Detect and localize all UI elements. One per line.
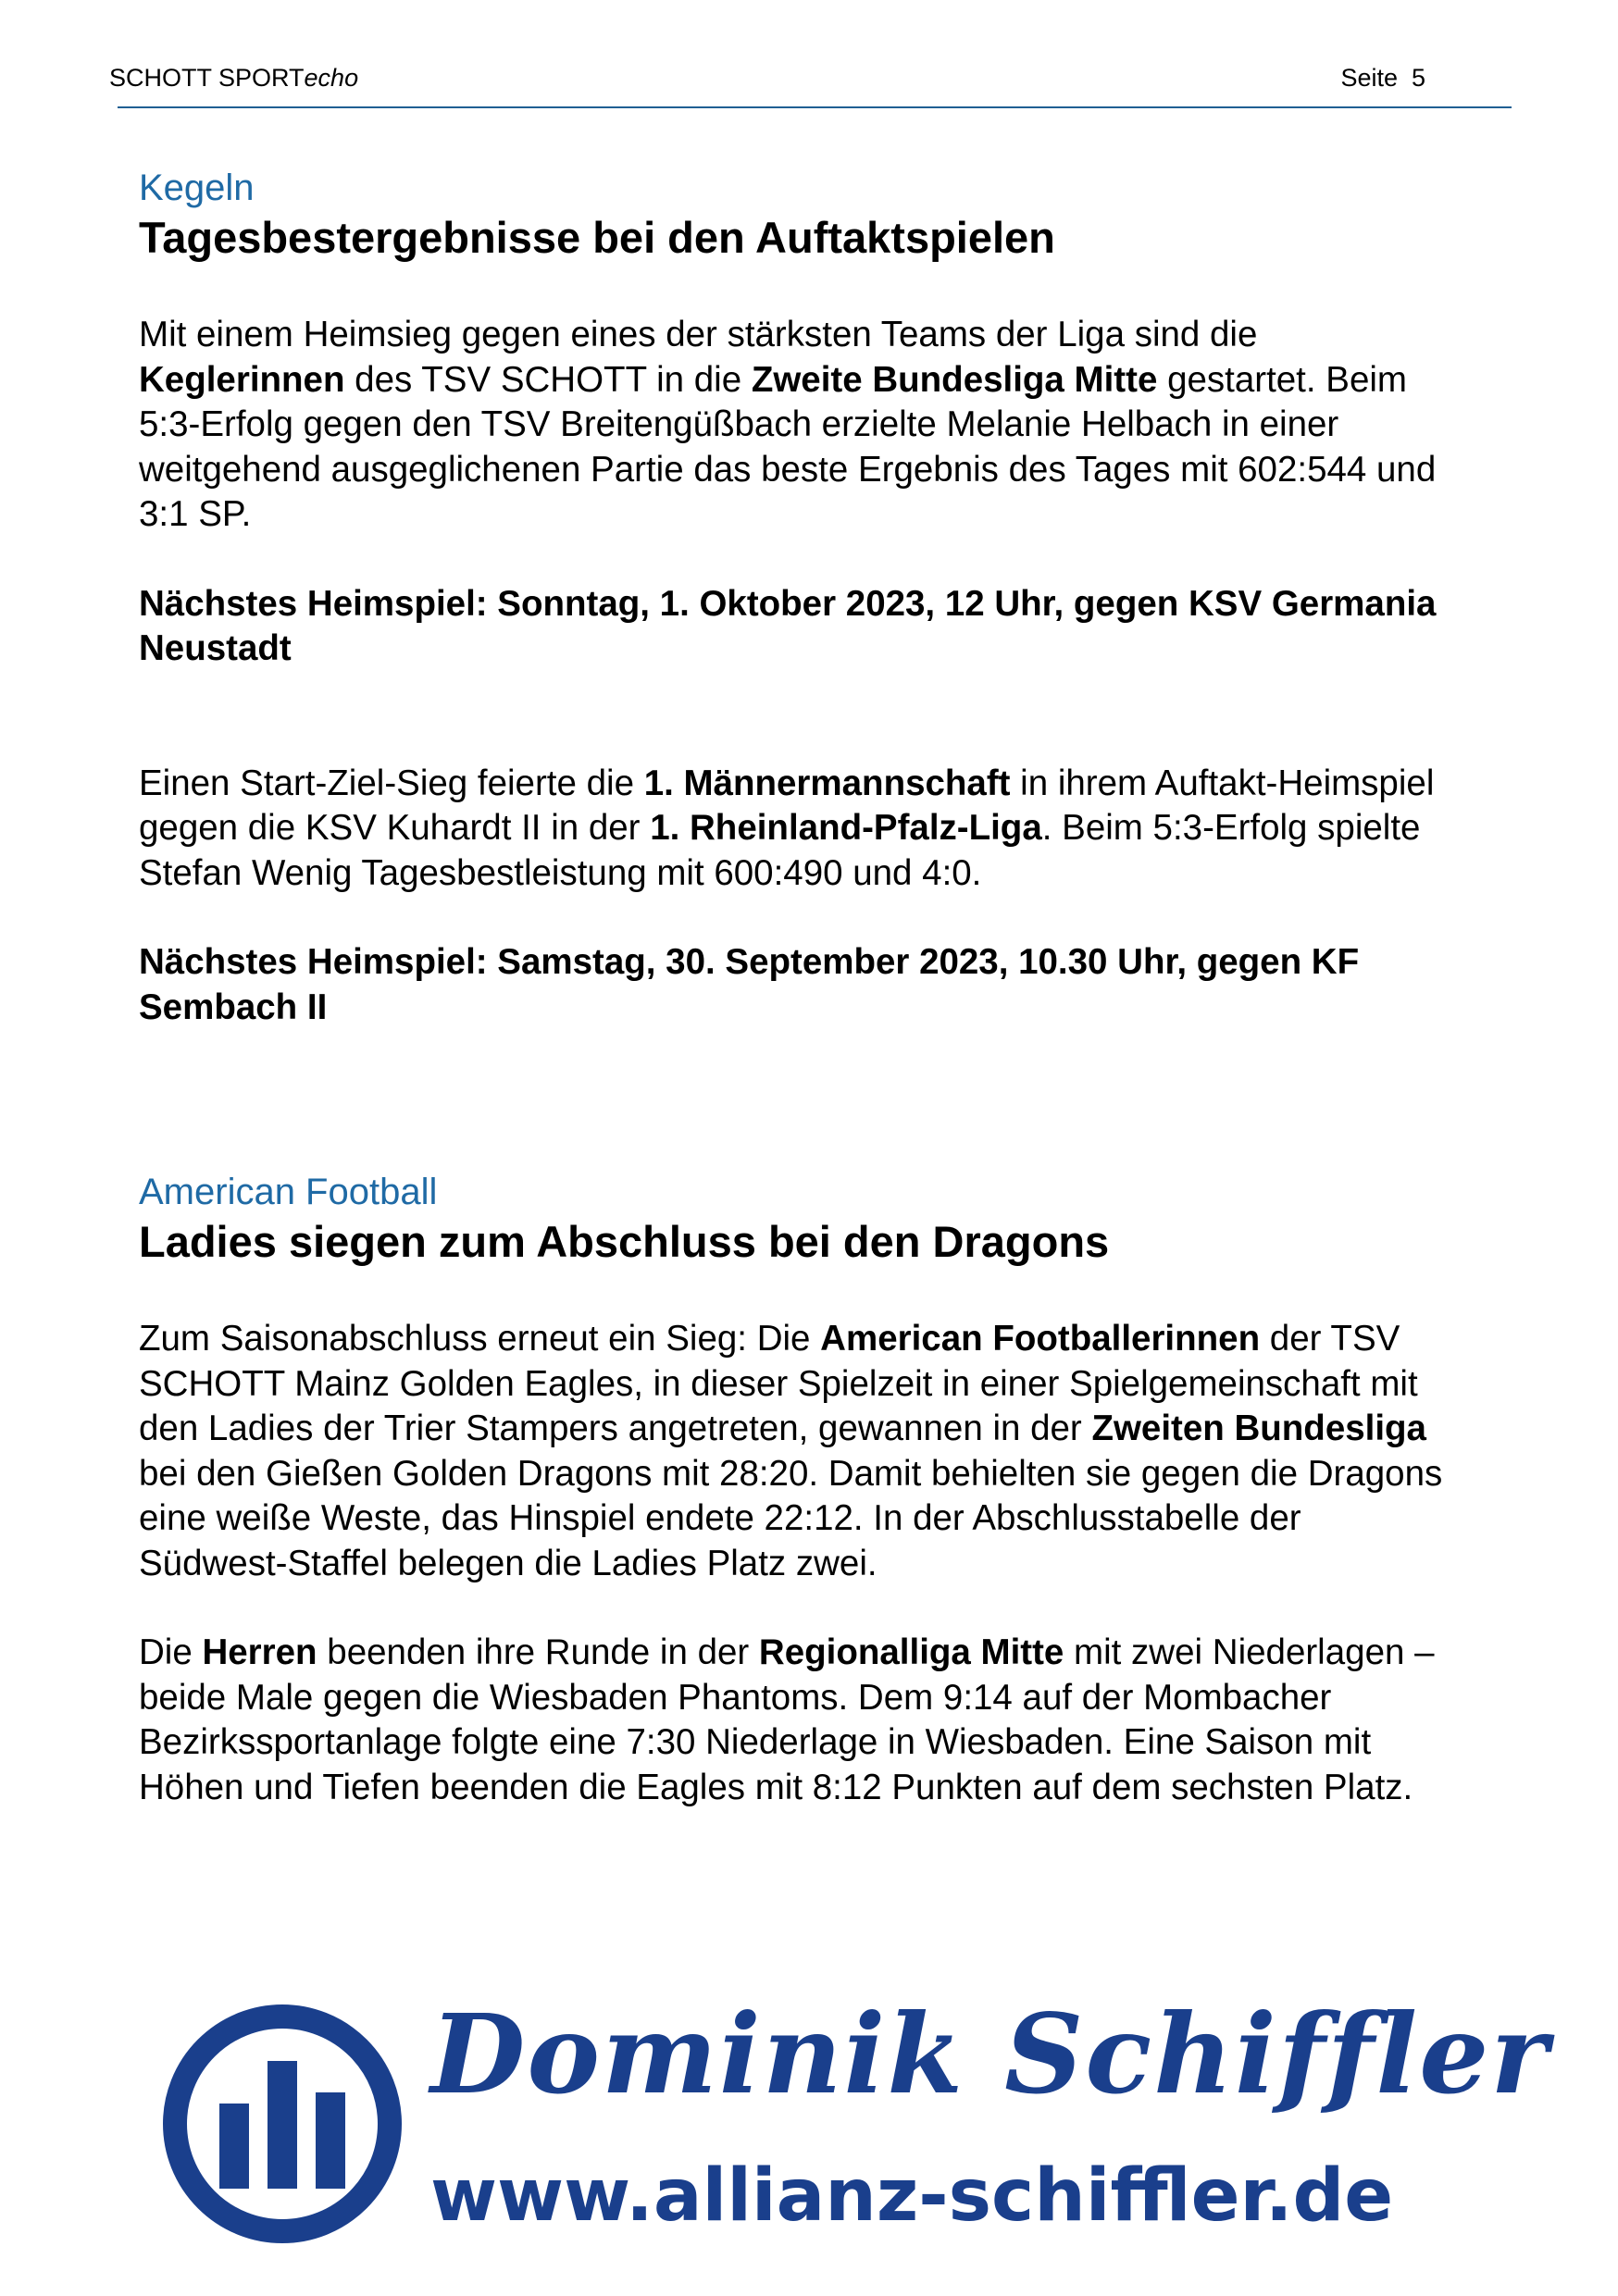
article-american-football [139,1169,1453,1810]
allianz-logo-icon [162,2004,403,2244]
article-title: Tagesbestergebnisse bei den Auftaktspielen [139,213,1055,262]
article-paragraph: Einen Start-Ziel-Sieg feierte die 1. Männermannschaft in ihrem Auftakt-Heimspiel gegen die KSV Kuhardt II in der 1. Rheinland-Pfalz-Liga. Beim 5:3-Erfolg spielte Stefan Wenig Tagesbestleistung mit 600:490 und 4:0. [139,763,1435,893]
advertiser-url: www.allianz-schiffler.de [430,2154,1394,2238]
header-divider [118,106,1512,108]
publication-title: SCHOTT SPORTecho [109,64,359,92]
article-paragraph: Zum Saisonabschluss erneut ein Sieg: Die American Footballerinnen der TSV SCHOTT Mainz Golden Eagles, in dieser Spielzeit in einer Spielgemeinschaft mit den Ladies der Trier Stampers angetreten, gewannen in der Zweiten Bundesliga bei den Gießen Golden Dragons mit 28:20. Damit behielten sie gegen die Dragons eine weiße Weste, das Hinspiel endete 22:12. In der Abschlusstabelle der Südwest-Staffel belegen die Ladies Platz zwei. [139,1319,1443,1583]
article-kegeln [139,165,1453,1030]
page-content [139,165,1453,1810]
advertiser-name: Dominik Schiffler [430,1990,1550,2118]
next-home-game: Nächstes Heimspiel: Samstag, 30. September 2023, 10.30 Uhr, gegen KF Sembach II [139,942,1360,1027]
section-kicker: Kegeln [139,168,255,208]
page-number: Seite 5 [1340,64,1425,92]
section-kicker: American Football [139,1172,438,1212]
article-paragraph: Die Herren beenden ihre Runde in der Regionalliga Mitte mit zwei Niederlagen – beide Male gegen die Wiesbaden Phantoms. Dem 9:14 auf der Mombacher Bezirkssportanlage folgte eine 7:30 Niederlage in Wiesbaden. Eine Saison mit Höhen und Tiefen beenden die Eagles mit 8:12 Punkten auf dem sechsten Platz. [139,1632,1435,1807]
article-title: Ladies siegen zum Abschluss bei den Dragons [139,1217,1110,1266]
article-paragraph: Mit einem Heimsieg gegen eines der stärksten Teams der Liga sind die Keglerinnen des TSV SCHOTT in die Zweite Bundesliga Mitte gestartet. Beim 5:3-Erfolg gegen den TSV Breitengüßbach erzielte Melanie Helbach in einer weitgehend ausgeglichenen Partie das beste Ergebnis des Tages mit 602:544 und 3:1 SP. [139,315,1437,534]
next-home-game: Nächstes Heimspiel: Sonntag, 1. Oktober 2023, 12 Uhr, gegen KSV Germania Neustadt [139,583,1437,668]
page-header [109,61,1425,94]
advertisement [162,1985,1550,2263]
